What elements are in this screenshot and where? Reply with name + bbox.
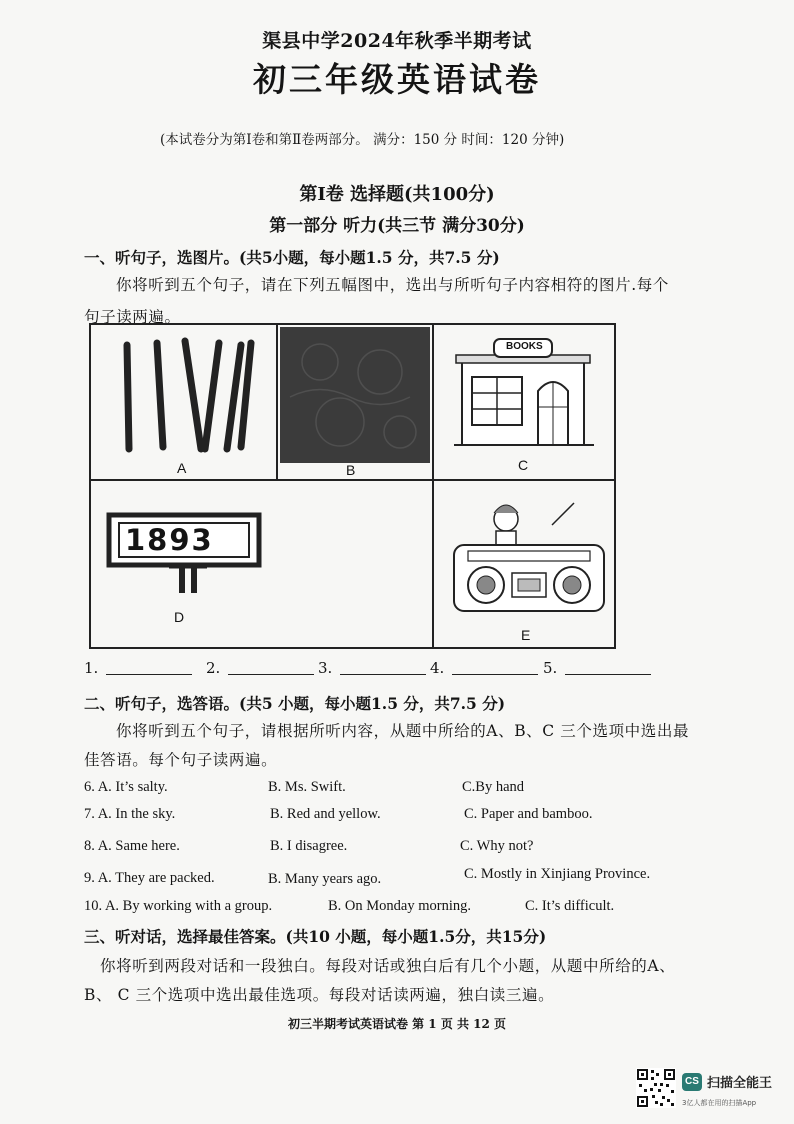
question-10-option-a: 10. A. By working with a group. [84, 898, 273, 914]
picture-a [90, 324, 277, 480]
picture-d-label: D [174, 609, 185, 625]
picture-grid [89, 323, 616, 649]
exam-note: (本试卷分为第Ⅰ卷和第Ⅱ卷两部分。 满分：150 分 时间：120 分钟) [160, 132, 565, 148]
blank-number: 2. [206, 659, 221, 677]
listening-part-title: 第一部分 听力(共三节 满分30分) [269, 216, 525, 236]
answer-blank-3 [318, 659, 426, 677]
question-8-option-b: B. I disagree. [270, 838, 348, 854]
answer-blank-4 [430, 659, 538, 677]
picture-e-label: E [521, 627, 531, 643]
exam-title: 初三年级英语试卷 [253, 60, 541, 99]
shop-sign-text: BOOKS [506, 341, 543, 352]
section1-instruction-line2: 句子读两遍。 [84, 308, 181, 326]
school-exam-name: 渠县中学2024年秋季半期考试 [262, 30, 532, 52]
answer-blank-1 [84, 659, 192, 677]
chopsticks-icon [91, 331, 276, 459]
picture-b [277, 324, 433, 480]
question-9-option-b: B. Many years ago. [268, 871, 382, 887]
question-6-option-c: C.By hand [462, 779, 525, 795]
blank-number: 4. [430, 659, 445, 677]
section2-instruction-line1: 你将听到五个句子，请根据所听内容，从题中所给的A、B、C 三个选项中选出最 [116, 722, 690, 740]
answer-blank-5 [543, 659, 651, 677]
question-8-option-a: 8. A. Same here. [84, 838, 180, 854]
question-10-option-c: C. It’s difficult. [525, 898, 615, 914]
question-6-option-b: B. Ms. Swift. [268, 779, 346, 795]
picture-b-label: B [346, 462, 356, 478]
picture-c-label: C [518, 457, 529, 473]
radio-icon [434, 485, 614, 625]
page-footer: 初三半期考试英语试卷 第 1 页 共 12 页 [287, 1017, 507, 1031]
question-8-option-c: C. Why not? [460, 838, 534, 854]
blank-number: 1. [84, 659, 99, 677]
answer-blank-2 [206, 659, 314, 677]
section3-instruction-line2: B、 C 三个选项中选出最佳选项。每段对话读两遍，独白读三遍。 [84, 986, 555, 1004]
section2-heading: 二、听句子，选答语。(共5 小题，每小题1.5 分，共7.5 分) [84, 694, 506, 713]
question-9-option-c: C. Mostly in Xinjiang Province. [464, 866, 651, 882]
blank-number: 3. [318, 659, 333, 677]
picture-e [433, 480, 615, 648]
question-7-option-b: B. Red and yellow. [270, 806, 381, 822]
camscanner-tagline: 3亿人都在用的扫描App [682, 1099, 757, 1107]
question-9-option-a: 9. A. They are packed. [84, 870, 215, 886]
picture-a-label: A [177, 460, 187, 476]
section3-heading: 三、听对话，选择最佳答案。(共10 小题，每小题1.5分，共15分) [84, 927, 547, 946]
question-6-option-a: 6. A. It’s salty. [84, 779, 168, 795]
sign-year-text: 1893 [125, 523, 214, 557]
question-7-option-a: 7. A. In the sky. [84, 806, 176, 822]
fabric-icon [280, 327, 430, 463]
camscanner-name: 扫描全能王 [707, 1076, 773, 1091]
paper-part-title: 第Ⅰ卷 选择题(共100分) [299, 184, 495, 205]
question-7-option-c: C. Paper and bamboo. [464, 806, 593, 822]
section3-instruction-line1: 你将听到两段对话和一段独白。每段对话或独白后有几个小题，从题中所给的A、 [100, 957, 676, 975]
picture-c [433, 324, 615, 480]
section1-instruction-line1: 你将听到五个句子，请在下列五幅图中，选出与所听句子内容相符的图片.每个 [116, 276, 669, 294]
question-10-option-b: B. On Monday morning. [328, 898, 471, 914]
qr-code-icon [636, 1068, 676, 1108]
picture-d [90, 480, 433, 648]
section2-instruction-line2: 佳答语。每个句子读两遍。 [84, 751, 278, 769]
section1-heading: 一、听句子，选图片。(共5小题，每小题1.5 分，共7.5 分) [84, 248, 500, 267]
blank-number: 5. [543, 659, 558, 677]
camscanner-logo: CS [682, 1073, 702, 1091]
